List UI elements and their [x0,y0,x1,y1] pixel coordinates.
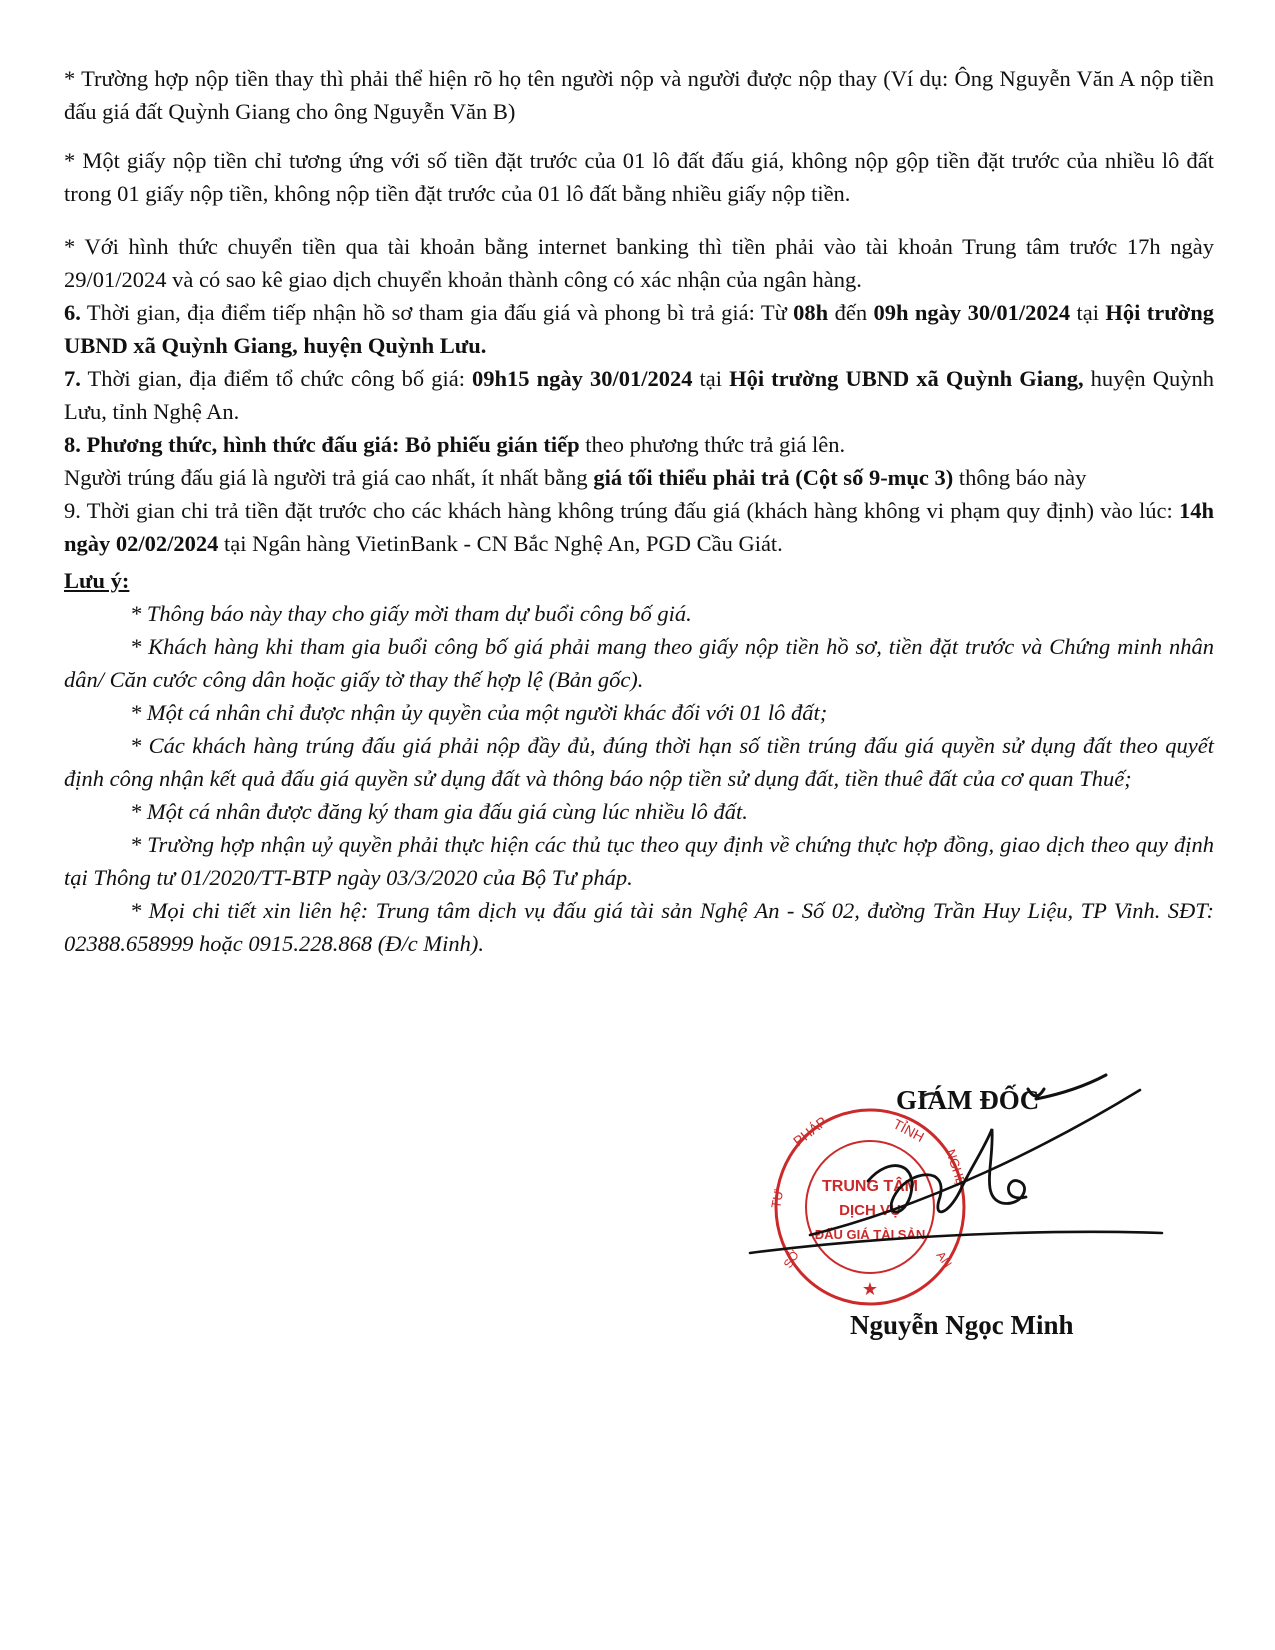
notes-item: * Các khách hàng trúng đấu giá phải nộp đầy đủ, đúng thời hạn số tiền trúng đấu giá quyền sử dụng đất theo quyết định công nhận kết quả đấu giá quyền sử dụng đất và thông báo nộp tiền sử dụng đất, tiền thuê đất của cơ quan Thuế; [64,733,1214,791]
svg-text:NGHỆ: NGHỆ [943,1147,970,1188]
section-8: 8. Phương thức, hình thức đấu giá: Bỏ phiếu gián tiếp theo phương thức trả giá lên. [64,432,846,457]
signer-title: GIÁM ĐỐC [896,1085,1040,1115]
notes-item: * Một cá nhân được đăng ký tham gia đấu giá cùng lúc nhiều lô đất. [130,799,748,824]
svg-text:TƯ: TƯ [768,1188,787,1210]
section-6: 6. Thời gian, địa điểm tiếp nhận hồ sơ tham gia đấu giá và phong bì trả giá: Từ 08h đến 09h ngày 30/01/2024 tại Hội trường UBND xã Quỳnh Giang, huyện Quỳnh Lưu. [64,300,1214,358]
notes-item: * Khách hàng khi tham gia buổi công bố giá phải mang theo giấy nộp tiền hồ sơ, tiền đặt trước và Chứng minh nhân dân/ Căn cước công dân hoặc giấy tờ thay thế hợp lệ (Bản gốc). [64,634,1214,692]
section-9: 9. Thời gian chi trả tiền đặt trước cho các khách hàng không trúng đấu giá (khách hàng không vi phạm quy định) vào lúc: 14h ngày 02/02/2024 tại Ngân hàng VietinBank - CN Bắc Nghệ An, PGD Cầu Giát. [64,498,1214,556]
stamp-star-icon: ★ [861,1279,879,1299]
svg-text:PHÁP: PHÁP [789,1113,830,1150]
svg-text:AN: AN [933,1248,955,1271]
note-internet-banking: * Với hình thức chuyển tiền qua tài khoản bằng internet banking thì tiền phải vào tài khoản Trung tâm trước 17h ngày 29/01/2024 và có sao kê giao dịch chuyển khoản thành công có xác nhận của ngân hàng. [64,234,1214,292]
svg-text:DỊCH VỤ: DỊCH VỤ [839,1202,901,1219]
signature-block [770,1085,1230,1375]
document-body [64,62,1214,960]
note-payment-on-behalf: * Trường hợp nộp tiền thay thì phải thể hiện rõ họ tên người nộp và người được nộp thay (Ví dụ: Ông Nguyễn Văn A nộp tiền đấu giá đất Quỳnh Giang cho ông Nguyễn Văn B) [64,66,1214,124]
svg-text:TRUNG TÂM: TRUNG TÂM [822,1178,918,1195]
section-8-winner-rule: Người trúng đấu giá là người trả giá cao nhất, ít nhất bằng giá tối thiểu phải trả (Cột số 9-mục 3) thông báo này [64,465,1087,490]
notes-item: * Một cá nhân chỉ được nhận ủy quyền của một người khác đối với 01 lô đất; [130,700,828,725]
signer-name: Nguyễn Ngọc Minh [850,1310,1074,1340]
section-7: 7. Thời gian, địa điểm tổ chức công bố giá: 09h15 ngày 30/01/2024 tại Hội trường UBND xã Quỳnh Giang, huyện Quỳnh Lưu, tỉnh Nghệ An. [64,366,1214,424]
svg-text:SỞ: SỞ [780,1247,803,1271]
notes-item: * Trường hợp nhận uỷ quyền phải thực hiện các thủ tục theo quy định về chứng thực hợp đồng, giao dịch theo quy định tại Thông tư 01/2020/TT-BTP ngày 03/3/2020 của Bộ Tư pháp. [64,832,1214,890]
notes-item: * Mọi chi tiết xin liên hệ: Trung tâm dịch vụ đấu giá tài sản Nghệ An - Số 02, đường Trần Huy Liệu, TP Vinh. SĐT: 02388.658999 hoặc 0915.228.868 (Đ/c Minh). [64,898,1214,956]
svg-text:TỈNH: TỈNH [890,1115,927,1145]
svg-text:ĐẤU GIÁ TÀI SẢN: ĐẤU GIÁ TÀI SẢN [814,1227,926,1242]
notes-item: * Thông báo này thay cho giấy mời tham dự buổi công bố giá. [130,601,692,626]
note-one-slip-per-lot: * Một giấy nộp tiền chỉ tương ứng với số tiền đặt trước của 01 lô đất đấu giá, không nộp gộp tiền đặt trước của nhiều lô đất trong 01 giấy nộp tiền, không nộp tiền đặt trước của 01 lô đất bằng nhiều giấy nộp tiền. [64,148,1214,206]
notes-heading: Lưu ý: [64,568,130,593]
